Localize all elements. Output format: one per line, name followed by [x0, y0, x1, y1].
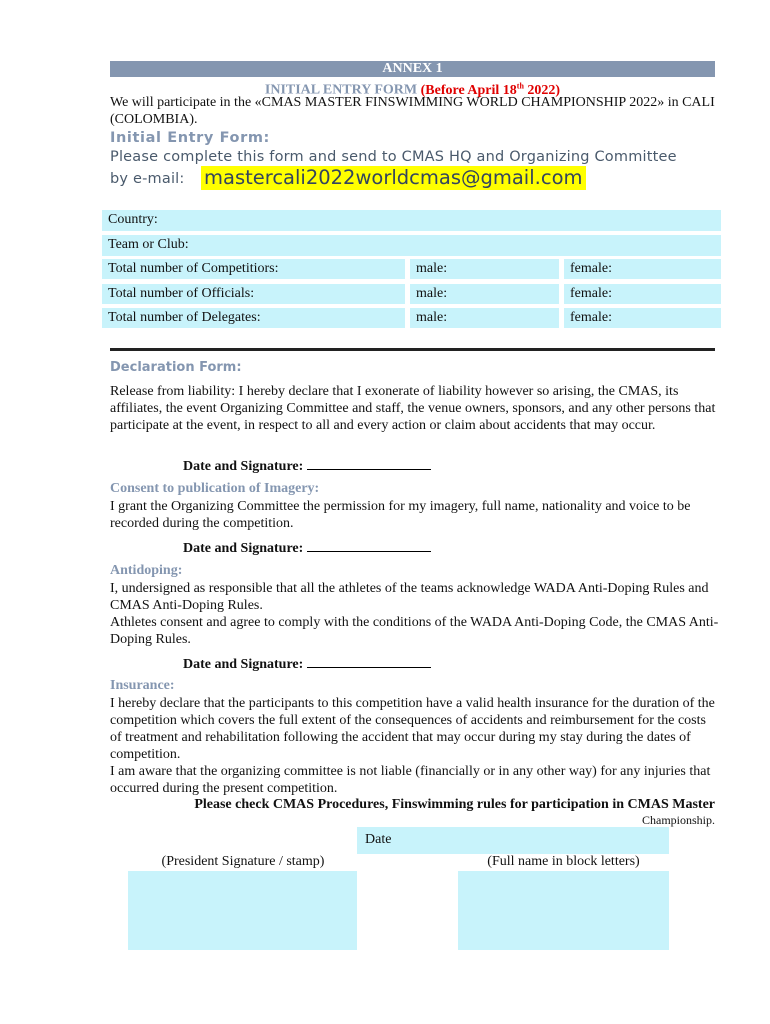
- entry-instruction: Please complete this form and send to CMAS HQ and Organizing Committee: [110, 149, 677, 165]
- entry-form-title: Initial Entry Form:: [110, 130, 270, 146]
- email-address[interactable]: mastercali2022worldcmas@gmail.com: [201, 166, 586, 190]
- antidoping-text: I, undersigned as responsible that all the athletes of the teams acknowledge WADA Anti-Doping Rules and CMAS Anti-Doping Rules. Athletes consent and agree to comply with the conditions of the WADA Anti-Doping Code, the CMAS Anti-Doping Rules.: [110, 581, 719, 647]
- officials-male-field[interactable]: male:: [410, 284, 559, 304]
- antidoping-signature[interactable]: Date and Signature:: [183, 655, 431, 673]
- procedures-note: Please check CMAS Procedures, Finswimming rules for participation in CMAS Master: [194, 797, 715, 812]
- antidoping-title: Antidoping:: [110, 563, 183, 578]
- insurance-title: Insurance:: [110, 678, 175, 693]
- subtitle-main: INITIAL ENTRY FORM: [264, 82, 418, 98]
- consent-title: Consent to publication of Imagery:: [110, 481, 320, 496]
- insurance-text: I hereby declare that the participants to this competition have a valid health insurance for the duration of the competition which covers the full extent of the consequences of accidents and reimbursement for the costs of treatment and rehabilitation following the accident that may occur during my stay during the dates of competition. I am aware that the organizing committee is not liable (financially or in any other way) for any injuries that occurred during the present competition.: [110, 696, 715, 796]
- date-field[interactable]: [357, 827, 669, 854]
- consent-signature[interactable]: Date and Signature:: [183, 539, 431, 557]
- president-signature-label: (President Signature / stamp): [161, 854, 325, 869]
- competitors-male-field[interactable]: male:: [410, 259, 559, 279]
- delegates-female-field[interactable]: female:: [564, 308, 721, 328]
- fullname-box[interactable]: [458, 871, 669, 950]
- consent-text: I grant the Organizing Committee the permission for my imagery, full name, nationality and voice to be recorded during the competition.: [110, 499, 691, 531]
- competitors-female-field[interactable]: female:: [564, 259, 721, 279]
- declaration-title: Declaration Form:: [110, 360, 242, 375]
- intro-text: We will participate in the «CMAS MASTER FINSWIMMING WORLD CHAMPIONSHIP 2022» in CALI (COLOMBIA).: [110, 95, 715, 127]
- president-signature-box[interactable]: [128, 871, 357, 950]
- email-label: by e-mail:: [110, 171, 185, 187]
- officials-label: Total number of Officials:: [102, 284, 405, 304]
- team-field[interactable]: Team or Club:: [102, 235, 721, 256]
- competitors-label: Total number of Competitiors:: [102, 259, 405, 279]
- annex-title: ANNEX 1: [110, 61, 715, 77]
- section-divider: [110, 348, 715, 351]
- subtitle-deadline: (Before April 18th 2022): [420, 81, 561, 98]
- fullname-label: (Full name in block letters): [487, 854, 640, 869]
- date-label: Date: [365, 832, 392, 847]
- country-field[interactable]: Country:: [102, 210, 721, 231]
- declaration-text: Release from liability: I hereby declare that I exonerate of liability however so arising, the CMAS, its affiliates, the event Organizing Committee and staff, the venue owners, sponsors, and any other persons that participate at the event, in respect to all and every action or claim about accidents that may occur.: [110, 384, 716, 433]
- declaration-signature[interactable]: Date and Signature:: [183, 457, 431, 475]
- delegates-label: Total number of Delegates:: [102, 308, 405, 328]
- procedures-tail: Championship.: [641, 813, 715, 827]
- officials-female-field[interactable]: female:: [564, 284, 721, 304]
- delegates-male-field[interactable]: male:: [410, 308, 559, 328]
